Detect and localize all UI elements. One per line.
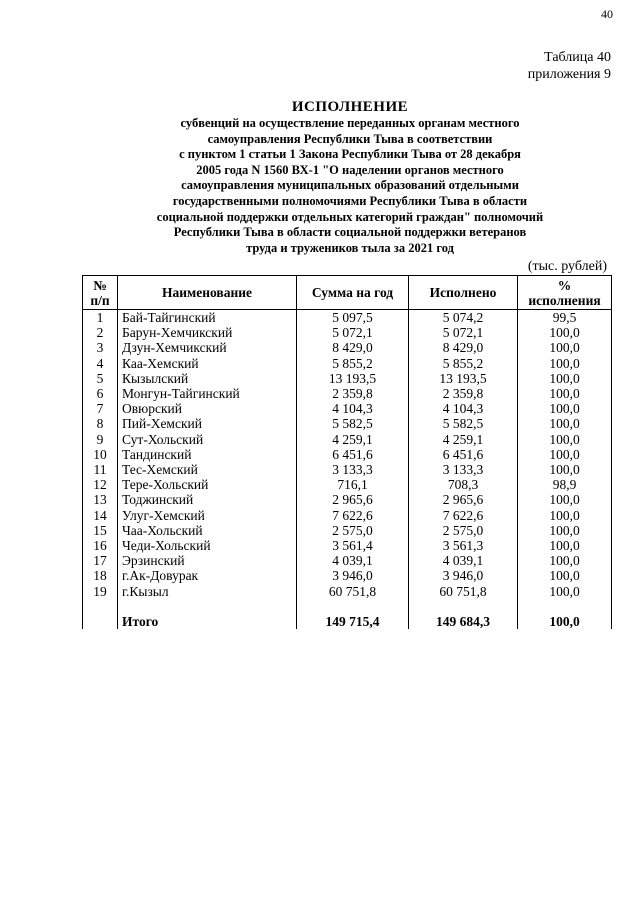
spacer-row <box>83 599 612 614</box>
cell-pct: 100,0 <box>518 401 612 416</box>
cell-exec: 7 622,6 <box>409 508 518 523</box>
cell-pct: 100,0 <box>518 523 612 538</box>
table-row <box>83 416 612 431</box>
cell-plan: 2 359,8 <box>297 386 409 401</box>
cell-num: 2 <box>83 325 118 340</box>
header-plan: Сумма на год <box>297 276 409 310</box>
cell-pct: 100,0 <box>518 508 612 523</box>
table-row <box>83 492 612 507</box>
table-row <box>83 371 612 386</box>
table-row <box>83 508 612 523</box>
cell-plan: 4 104,3 <box>297 401 409 416</box>
cell-num: 12 <box>83 477 118 492</box>
cell-pct: 100,0 <box>518 432 612 447</box>
cell-num: 17 <box>83 553 118 568</box>
cell-num: 7 <box>83 401 118 416</box>
cell-plan: 2 575,0 <box>297 523 409 538</box>
cell-pct: 100,0 <box>518 325 612 340</box>
header-name: Наименование <box>118 276 297 310</box>
page-number: 40 <box>601 7 613 21</box>
table-body <box>83 310 612 630</box>
cell-name: Бай-Тайгинский <box>118 310 297 326</box>
cell-name: Тоджинский <box>118 492 297 507</box>
table-ref-line1: Таблица 40 <box>544 50 611 65</box>
subtitle-line: самоуправления Республики Тыва в соответствии <box>207 131 493 146</box>
cell-exec: 5 855,2 <box>409 356 518 371</box>
table-row <box>83 401 612 416</box>
cell-exec: 2 965,6 <box>409 492 518 507</box>
cell-pct: 100,0 <box>518 356 612 371</box>
table-row <box>83 584 612 599</box>
cell-num: 15 <box>83 523 118 538</box>
cell-plan: 7 622,6 <box>297 508 409 523</box>
cell-exec: 3 561,3 <box>409 538 518 553</box>
document-title: ИСПОЛНЕНИЕ <box>291 99 409 115</box>
cell-exec: 3 133,3 <box>409 462 518 477</box>
cell-pct: 99,5 <box>518 310 612 326</box>
execution-table <box>82 275 612 629</box>
cell-plan: 4 259,1 <box>297 432 409 447</box>
cell-pct: 100,0 <box>518 568 612 583</box>
cell-num: 19 <box>83 584 118 599</box>
cell-num: 18 <box>83 568 118 583</box>
table-row <box>83 356 612 371</box>
table-header-row <box>83 276 612 310</box>
subtitle-line: труда и тружеников тыла за 2021 год <box>246 240 454 255</box>
cell-pct: 100,0 <box>518 553 612 568</box>
cell-plan: 716,1 <box>297 477 409 492</box>
cell-name: г.Ак-Довурак <box>118 568 297 583</box>
table-row <box>83 462 612 477</box>
cell-plan: 5 855,2 <box>297 356 409 371</box>
cell-num: 13 <box>83 492 118 507</box>
cell-plan: 8 429,0 <box>297 340 409 355</box>
table-ref-line2: приложения 9 <box>527 67 611 82</box>
cell-pct: 100,0 <box>518 340 612 355</box>
cell-name: Дзун-Хемчикский <box>118 340 297 355</box>
table-row <box>83 553 612 568</box>
cell-exec: 5 582,5 <box>409 416 518 431</box>
table-row <box>83 477 612 492</box>
cell-exec: 8 429,0 <box>409 340 518 355</box>
cell-pct: 98,9 <box>518 477 612 492</box>
cell-pct: 100,0 <box>518 447 612 462</box>
cell-plan: 3 561,4 <box>297 538 409 553</box>
table-row <box>83 523 612 538</box>
cell-pct: 100,0 <box>518 416 612 431</box>
cell-pct: 100,0 <box>518 386 612 401</box>
subtitle-line: самоуправления муниципальных образований отдельными <box>181 178 519 193</box>
cell-exec: 3 946,0 <box>409 568 518 583</box>
header-exec: Исполнено <box>409 276 518 310</box>
cell-num: 14 <box>83 508 118 523</box>
cell-name: Кызылский <box>118 371 297 386</box>
title-block <box>150 98 550 256</box>
table-row <box>83 340 612 355</box>
total-pct: 100,0 <box>518 614 612 629</box>
cell-name: Тес-Хемский <box>118 462 297 477</box>
cell-name: Тере-Хольский <box>118 477 297 492</box>
cell-exec: 13 193,5 <box>409 371 518 386</box>
cell-exec: 60 751,8 <box>409 584 518 599</box>
cell-plan: 2 965,6 <box>297 492 409 507</box>
cell-exec: 2 575,0 <box>409 523 518 538</box>
table-row <box>83 325 612 340</box>
table-row <box>83 386 612 401</box>
table-row <box>83 568 612 583</box>
total-row <box>83 614 612 629</box>
cell-name: Сут-Хольский <box>118 432 297 447</box>
cell-name: Улуг-Хемский <box>118 508 297 523</box>
cell-exec: 5 074,2 <box>409 310 518 326</box>
cell-exec: 4 104,3 <box>409 401 518 416</box>
cell-exec: 2 359,8 <box>409 386 518 401</box>
total-exec: 149 684,3 <box>409 614 518 629</box>
cell-pct: 100,0 <box>518 371 612 386</box>
cell-name: Тандинский <box>118 447 297 462</box>
cell-pct: 100,0 <box>518 584 612 599</box>
cell-exec: 4 259,1 <box>409 432 518 447</box>
header-num: № п/п <box>83 276 118 310</box>
table-reference <box>528 49 611 83</box>
cell-exec: 708,3 <box>409 477 518 492</box>
subtitle-line: Республики Тыва в области социальной поддержки ветеранов <box>173 225 527 240</box>
cell-plan: 6 451,6 <box>297 447 409 462</box>
cell-name: Каа-Хемский <box>118 356 297 371</box>
subtitle-line: субвенций на осуществление переданных органам местного <box>180 116 520 130</box>
cell-num: 6 <box>83 386 118 401</box>
cell-num: 9 <box>83 432 118 447</box>
table-row <box>83 538 612 553</box>
cell-num: 4 <box>83 356 118 371</box>
cell-exec: 6 451,6 <box>409 447 518 462</box>
cell-num: 16 <box>83 538 118 553</box>
cell-exec: 5 072,1 <box>409 325 518 340</box>
cell-name: Монгун-Тайгинский <box>118 386 297 401</box>
cell-name: г.Кызыл <box>118 584 297 599</box>
cell-num: 8 <box>83 416 118 431</box>
cell-plan: 3 133,3 <box>297 462 409 477</box>
subtitle-line: с пунктом 1 статьи 1 Закона Республики Тыва от 28 декабря <box>179 147 521 162</box>
cell-name: Чаа-Хольский <box>118 523 297 538</box>
cell-pct: 100,0 <box>518 492 612 507</box>
cell-name: Овюрский <box>118 401 297 416</box>
cell-num: 10 <box>83 447 118 462</box>
cell-plan: 3 946,0 <box>297 568 409 583</box>
cell-pct: 100,0 <box>518 538 612 553</box>
cell-num: 1 <box>83 310 118 326</box>
cell-plan: 60 751,8 <box>297 584 409 599</box>
cell-num: 3 <box>83 340 118 355</box>
cell-plan: 13 193,5 <box>297 371 409 386</box>
subtitle-line: государственными полномочиями Республики Тыва в области <box>172 193 528 208</box>
cell-num: 5 <box>83 371 118 386</box>
units-label: (тыс. рублей) <box>527 259 607 274</box>
cell-name: Эрзинский <box>118 553 297 568</box>
cell-exec: 4 039,1 <box>409 553 518 568</box>
header-pct: % исполнения <box>518 276 612 310</box>
cell-plan: 5 097,5 <box>297 310 409 326</box>
table-row <box>83 310 612 326</box>
cell-name: Пий-Хемский <box>118 416 297 431</box>
subtitle-line: 2005 года N 1560 ВХ-1 "О наделении органов местного <box>196 162 504 177</box>
document-subtitle <box>150 116 550 256</box>
subtitle-line: социальной поддержки отдельных категорий граждан" полномочий <box>156 209 544 224</box>
cell-name: Чеди-Хольский <box>118 538 297 553</box>
table-row <box>83 447 612 462</box>
cell-plan: 5 072,1 <box>297 325 409 340</box>
cell-pct: 100,0 <box>518 462 612 477</box>
total-plan: 149 715,4 <box>297 614 409 629</box>
cell-plan: 5 582,5 <box>297 416 409 431</box>
total-label: Итого <box>118 614 297 629</box>
cell-plan: 4 039,1 <box>297 553 409 568</box>
table-row <box>83 432 612 447</box>
cell-name: Барун-Хемчикский <box>118 325 297 340</box>
cell-num: 11 <box>83 462 118 477</box>
